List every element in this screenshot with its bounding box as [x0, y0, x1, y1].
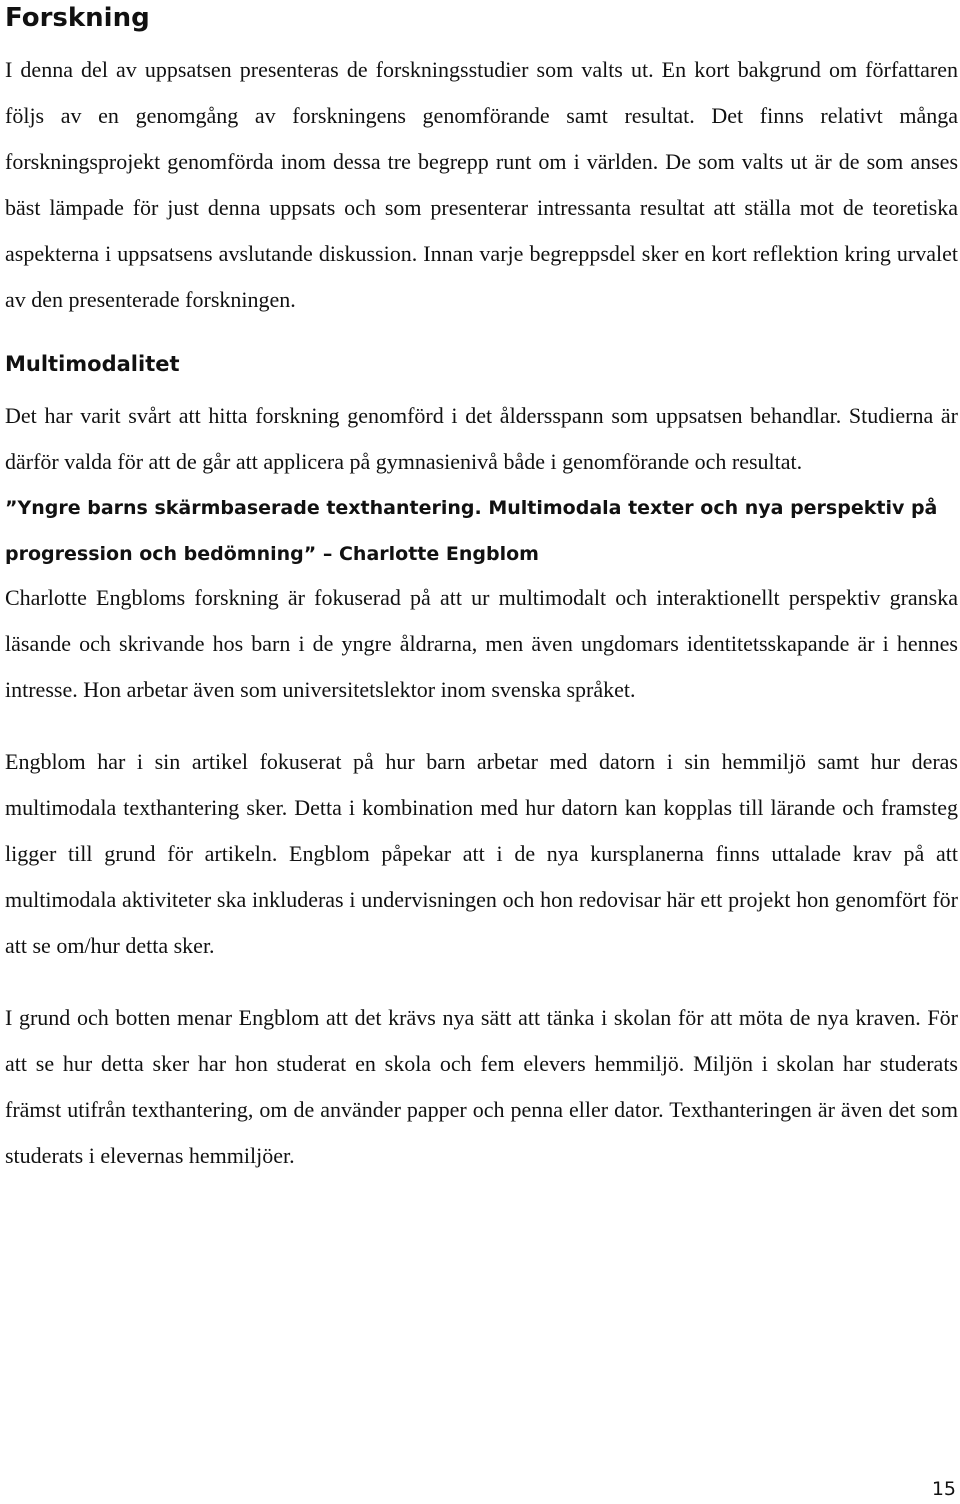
study-title: ”Yngre barns skärmbaserade texthantering. Multimodala texter och nya perspektiv på progression och bedömning” – Charlotte Engblom	[5, 497, 938, 565]
page-number: 15	[931, 1478, 956, 1500]
intro-paragraph: I denna del av uppsatsen presenteras de forskningsstudier som valts ut. En kort bakgrund om författaren följs av en genomgång av forskningens genomförande samt resultat. Det finns relativt många forskningsprojekt genomförda inom dessa tre begrepp runt om i världen. De som valts ut är de som anses bäst lämpade för just denna uppsats och som presenterar intressanta resultat att ställa mot de teoretiska aspekterna i uppsatsens avslutande diskussion. Innan varje begreppsdel sker en kort reflektion kring urvalet av den presenterade forskningen.	[5, 57, 958, 312]
heading-multimodalitet: Multimodalitet	[5, 352, 180, 376]
study-paragraph-2: Engblom har i sin artikel fokuserat på hur barn arbetar med datorn i sin hemmiljö samt hur deras multimodala texthantering sker. Detta i kombination med hur datorn kan kopplas till lärande och framsteg ligger till grund för artikeln. Engblom påpekar att i de nya kursplanerna finns uttalade krav på att multimodala aktiviteter ska inkluderas i undervisningen och hon redovisar här ett projekt hon genomfört för att se om/hur detta sker.	[5, 749, 958, 958]
study-paragraph-1: Charlotte Engbloms forskning är fokuserad på att ur multimodalt och interaktionellt perspektiv granska läsande och skrivande hos barn i de yngre åldrarna, men även ungdomars identitetsskapande är i hennes intresse. Hon arbetar även som universitetslektor inom svenska språket.	[5, 585, 958, 702]
multimodalitet-paragraph: Det har varit svårt att hitta forskning genomförd i det åldersspann som uppsatsen behandlar. Studierna är därför valda för att de går att applicera på gymnasienivå både i genomförande och resultat.	[5, 403, 958, 474]
study-paragraph-3: I grund och botten menar Engblom att det krävs nya sätt att tänka i skolan för att möta de nya kraven. För att se hur detta sker har hon studerat en skola och fem elevers hemmiljö. Miljön i skolan har studerats främst utifrån texthantering, om de använder papper och penna eller dator. Texthanteringen är även det som studerats i elevernas hemmiljöer.	[5, 1005, 958, 1168]
heading-forskning: Forskning	[5, 3, 150, 33]
document-page	[5, 0, 958, 1179]
